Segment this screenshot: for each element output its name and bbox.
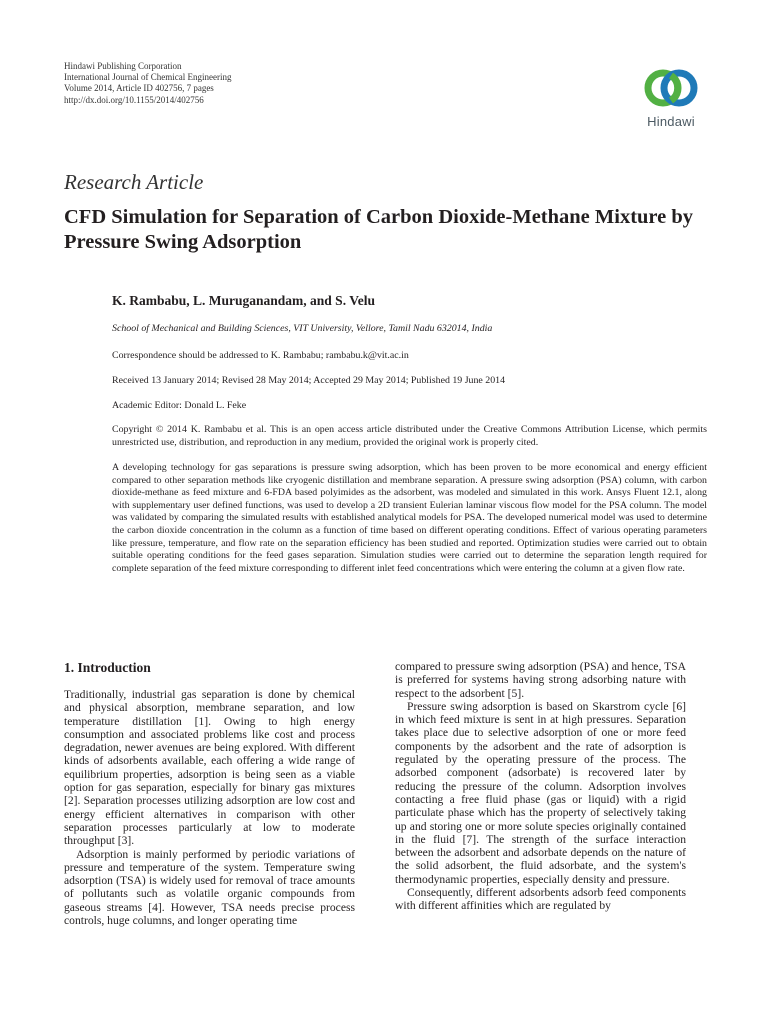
left-column [64,660,355,927]
article-type: Research Article [64,170,204,194]
publication-dates: Received 13 January 2014; Revised 28 May 2014; Accepted 29 May 2014; Published 19 June 2014 [112,375,506,386]
section-heading-introduction: 1. Introduction [64,660,151,675]
volume-info: Volume 2014, Article ID 402756, 7 pages [64,83,214,94]
academic-editor: Academic Editor: Donald L. Feke [112,400,247,411]
hindawi-logo-text: Hindawi [647,114,695,129]
doi-link[interactable]: http://dx.doi.org/10.1155/2014/402756 [64,94,204,105]
paragraph: Adsorption is mainly performed by periodic variations of pressure and temperature of the system. Temperature swing adsorption (TSA) is widely used for removal of trace amounts of pollutants such as volatile organic compounds from gaseous streams [4]. However, TSA needs precise process controls, huge columns, and longer operating time [64,847,355,928]
publisher-name: Hindawi Publishing Corporation [64,61,182,71]
author-list: K. Rambabu, L. Muruganandam, and S. Velu [112,293,375,308]
affiliation: School of Mechanical and Building Sciences, VIT University, Vellore, Tamil Nadu 632014, India [112,323,493,334]
paragraph: Consequently, different adsorbents adsorb feed components with different affinities which are regulated by [395,886,686,913]
journal-name: International Journal of Chemical Engineering [64,72,232,83]
publication-info [64,61,231,106]
paragraph: Pressure swing adsorption is based on Skarstrom cycle [6] in which feed mixture is sent in at high pressures. Separation takes place due to selective adsorption of one or more feed components by the adsorbent and the rate of adsorption is regulated by the operating pressure of the process. The adsorbed component (adsorbate) is recovered later by reducing the pressure of the column. Adsorption involves contacting a free fluid phase (gas or liquid) with a rigid particulate phase which has the property of selectively taking up and storing one or more solute species originally contained in the fluid [7]. The strength of the surface interaction between the adsorbent and adsorbate depends on the nature of the solid adsorbent, the fluid adsorbate, and the system's thermodynamic properties, especially density and pressure. [395,699,686,886]
abstract: A developing technology for gas separations is pressure swing adsorption, which has been proven to be more economical and energy efficient compared to other separation methods like cryogenic distillation and membrane separation. A pressure swing adsorption (PSA) column, with carbon dioxide-methane as feed mixture and 6-FDA based polyimides as the adsorbent, was modeled and simulated in this work. Ansys Fluent 12.1, along with supplementary user defined functions, was used to develop a 2D transient Eulerian laminar viscous flow model for the PSA column. The model was validated by comparing the simulated results with established analytical models for PSA. The developed numerical model was used to determine the carbon dioxide concentration in the column as a function of time based on different operating conditions. Effect of various operating parameters like pressure, temperature, and flow rate on the separation efficiency has been studied and reported. Optimization studies were carried out to obtain suitable operating conditions for the feed gases separation. Simulation studies were carried out to determine the separation length required for complete separation of the feed mixture corresponding to different inlet feed concentrations which were entering the column at a given flow rate. [112,462,707,574]
paragraph: Traditionally, industrial gas separation is done by chemical and physical absorption, membrane separation, and low temperature distillation [1]. Owing to high energy consumption and associated problems like cost and process degradation, newer avenues are being explored. With different kinds of adsorbents available, each offering a wide range of equilibrium properties, adsorption is being seen as a viable option for gas separation, especially for binary gas mixtures [2]. Separation processes utilizing adsorption are low cost and energy efficient alternatives in comparison with other separation processes particularly at low to moderate throughput [3]. [64,688,355,848]
copyright-notice: Copyright © 2014 K. Rambabu et al. This is an open access article distributed under the Creative Commons Attribution License, which permits unrestricted use, distribution, and reproduction in any medium, provided the original work is properly cited. [112,424,707,448]
article-title: CFD Simulation for Separation of Carbon Dioxide-Methane Mixture by Pressure Swing Adsorption [64,206,694,253]
paragraph: compared to pressure swing adsorption (PSA) and hence, TSA is preferred for systems having strong adsorbing nature with respect to the adsorbent [5]. [395,660,686,700]
correspondence: Correspondence should be addressed to K. Rambabu; rambabu.k@vit.ac.in [112,350,409,361]
hindawi-rings-icon [642,64,700,112]
right-column [395,660,686,913]
hindawi-logo [634,64,708,134]
